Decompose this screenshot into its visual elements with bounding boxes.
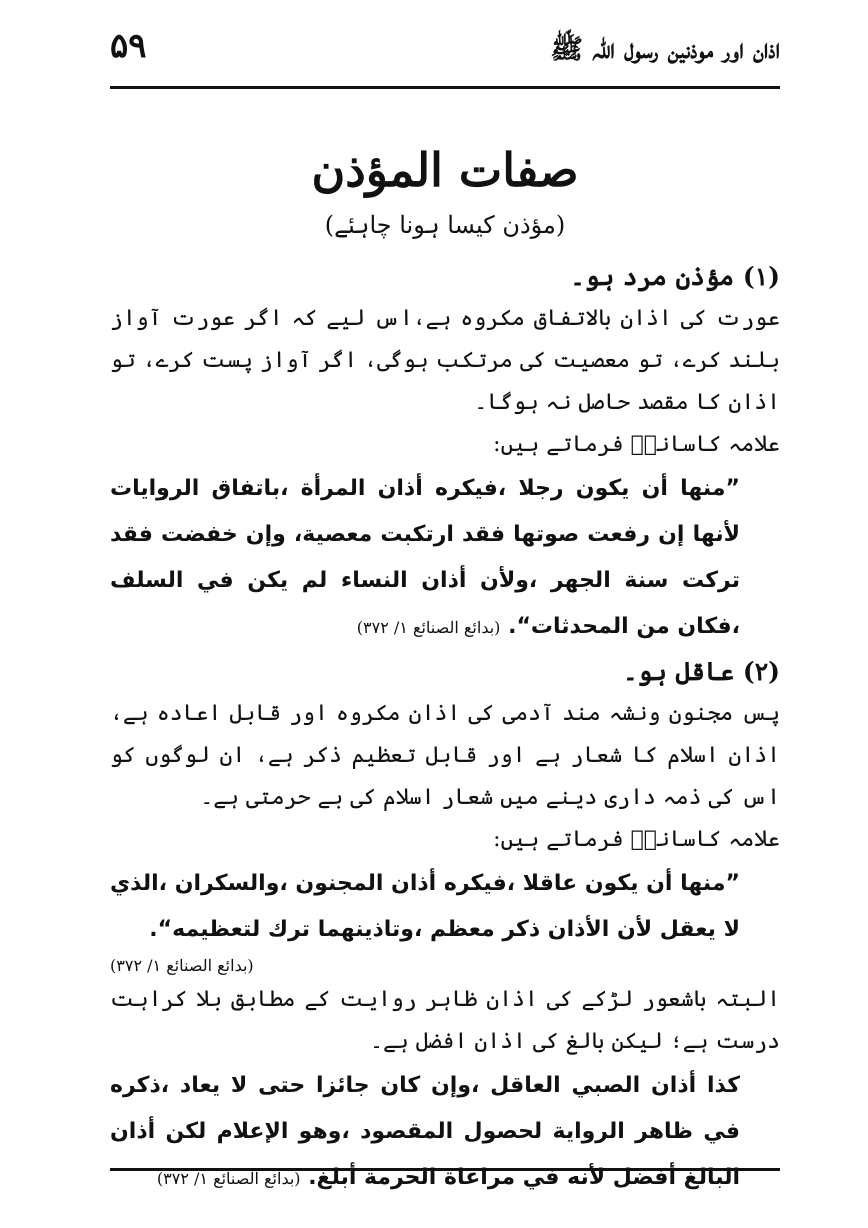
section-3-paragraph: البتہ باشعور لڑکے کی اذان ظاہر روایت کے مطابق بلا کراہت درست ہے؛ لیکن بالغ کی اذان افضل ہے۔ — [110, 987, 780, 1054]
page-number: ۵۹ — [110, 26, 147, 66]
section-2-reference: (بدائع الصنائع ۱/ ۳۷۲) — [110, 956, 254, 975]
section-1-arabic-quote — [110, 466, 780, 651]
section-2-paragraph: پس مجنون ونشہ مند آدمی کی اذان مکروہ اور قابل اعادہ ہے، اذان اسلام کا شعار ہے اور قابل تعظیم ذکر ہے، ان لوگوں کو اس کی ذمہ داری دینے میں شعار اسلام کی بے حرمتی ہے۔ — [110, 701, 780, 810]
section-1-paragraph: عورت کی اذان بالاتفاق مکروہ ہے،اس لیے کہ اگر عورت آواز بلند کرے، تو معصیت کی مرتکب ہوگی، اگر آواز پست کرے، تو اذان کا مقصد حاصل نہ ہوگا۔ — [110, 306, 780, 415]
section-1-heading: (۱) مؤذن مرد ہو۔ — [570, 262, 780, 291]
section-1-arabic-text: ”منها أن يكون رجلا ،فيكره أذان المرأة ،باتفاق الروايات لأنها إن رفعت صوتها فقد ارتكبت معصية، وإن خفضت فقد تركت سنة الجهر ،ولأن أذان النساء لم يكن في السلف ،فكان من المحدثات“. — [110, 476, 740, 639]
section-1-intro: علامہ کاسانیؒ فرماتے ہیں: — [493, 432, 780, 457]
page-header — [110, 22, 780, 89]
section-2-intro: علامہ کاسانیؒ فرماتے ہیں: — [493, 827, 780, 852]
section-3-arabic-text: كذا أذان الصبي العاقل ،وإن كان جائزا حتى لا يعاد ،ذكره في ظاهر الرواية لحصول المقصود ،وهو الإعلام لكن أذان البالغ أفضل لأنه في مراعاة الحرمة أبلغ. — [110, 1073, 740, 1190]
section-1-reference: (بدائع الصنائع ۱/ ۳۷۲) — [356, 618, 501, 637]
section-3-reference: (بدائع الصنائع ۱/ ۳۷۲) — [156, 1169, 301, 1188]
section-3-arabic-quote — [110, 1063, 780, 1202]
section-2-heading: (۲) عاقل ہو۔ — [622, 657, 780, 686]
chapter-title: صفات المؤذن — [311, 143, 579, 197]
page-content — [110, 138, 780, 1202]
chapter-subtitle: (مؤذن کیسا ہونا چاہئے) — [324, 211, 566, 239]
running-title: اذان اور موذنین رسول اللہ ﷺ — [550, 34, 780, 65]
footer-divider — [110, 1168, 780, 1171]
section-2-arabic-quote: ”منها أن يكون عاقلا ،فيكره أذان المجنون ،والسكران ،الذي لا يعقل لأن الأذان ذكر معظم ،وتاذينهما ترك لتعظيمه“. — [110, 871, 740, 942]
